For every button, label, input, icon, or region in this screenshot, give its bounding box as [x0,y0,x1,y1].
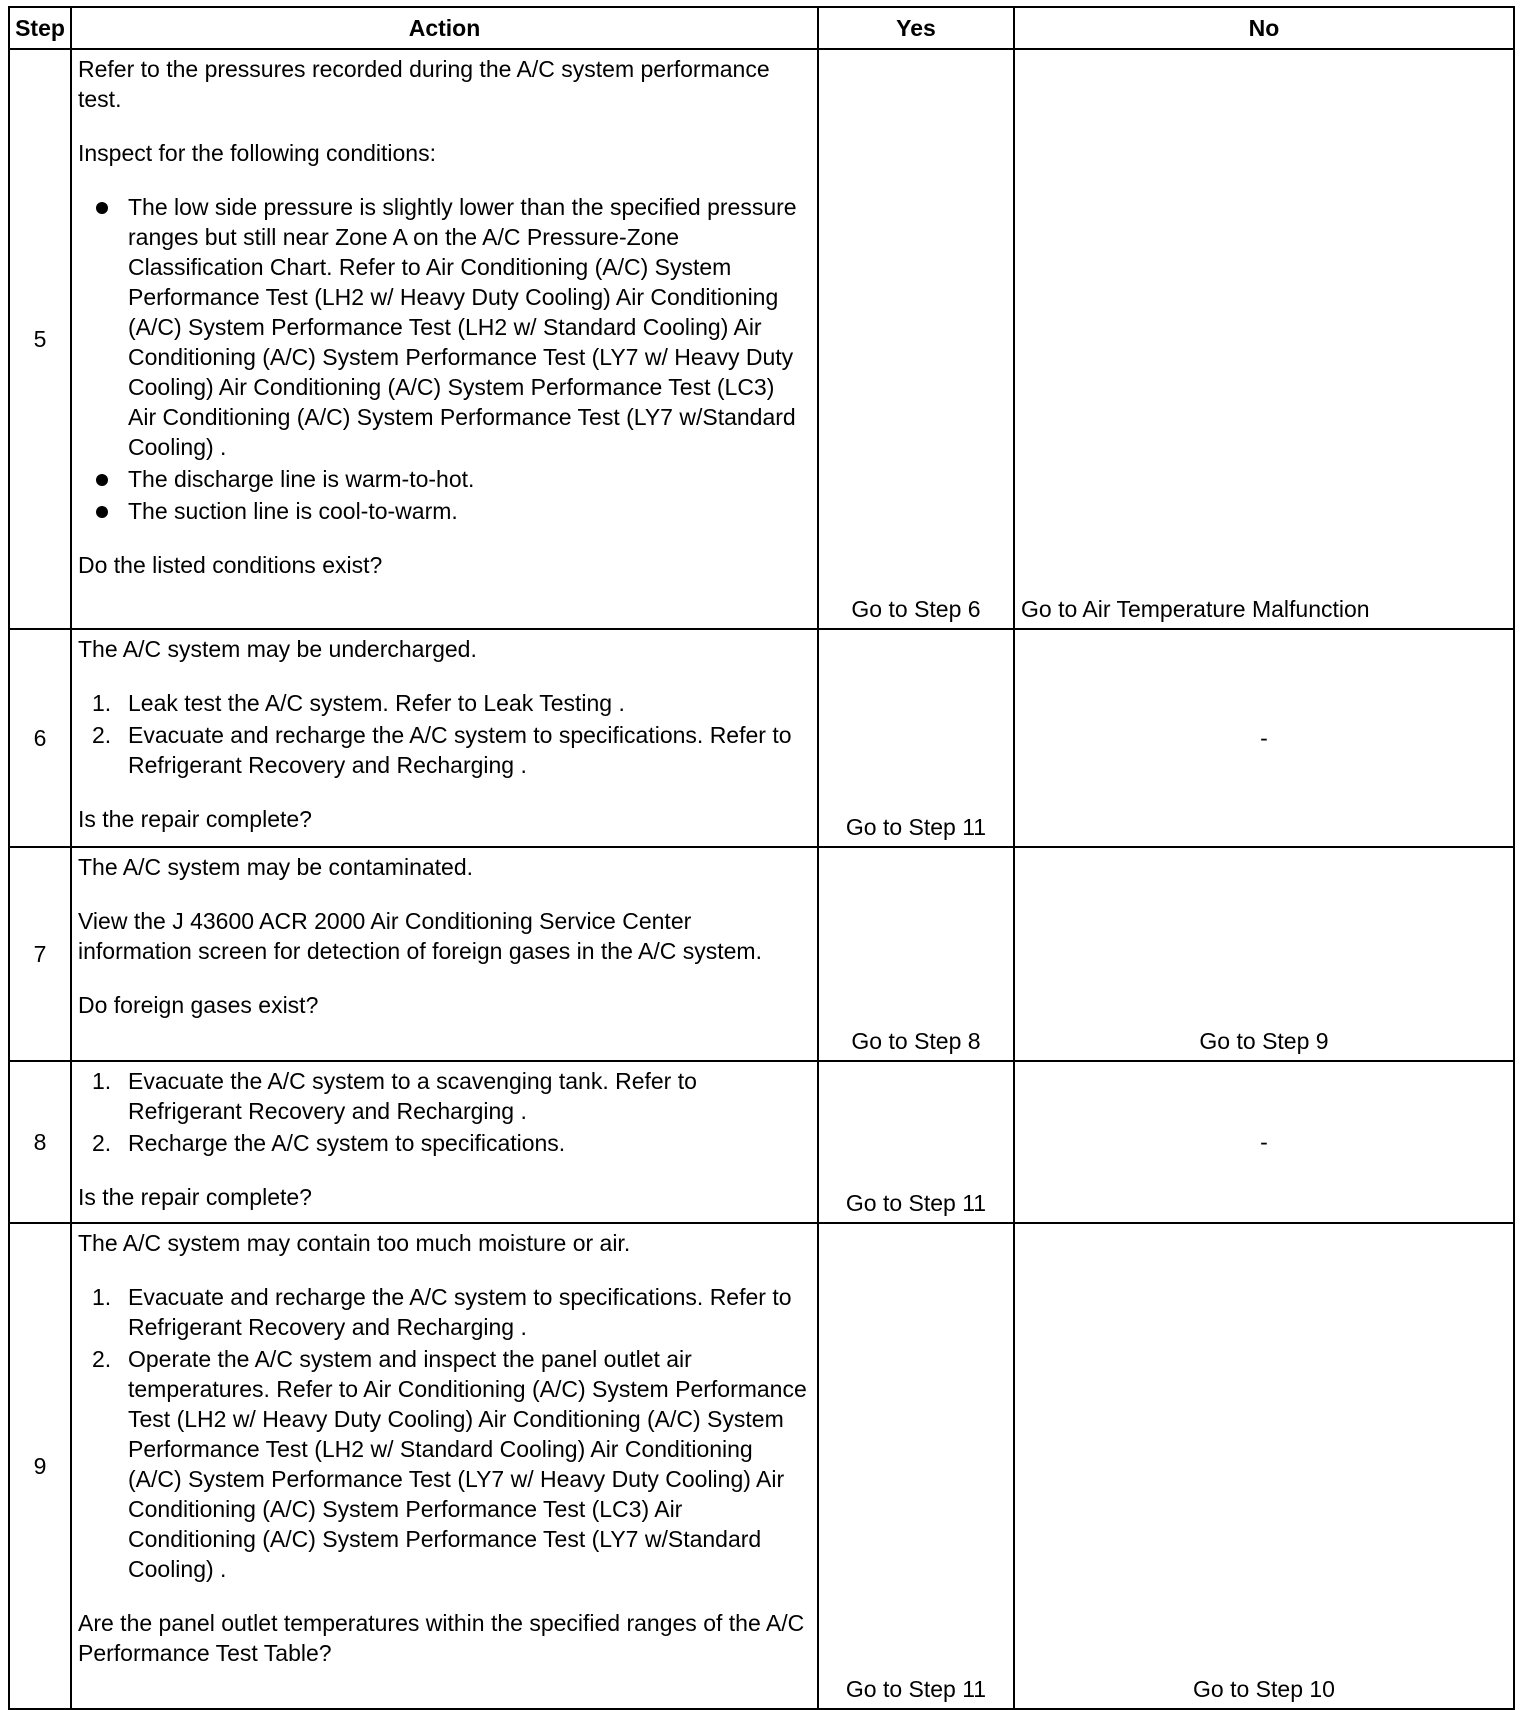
action-intro: The A/C system may be undercharged. [78,636,477,662]
step-number: 6 [9,629,71,847]
action-cell [71,1061,818,1223]
no-result: Go to Air Temperature Malfunction [1014,49,1514,629]
header-action: Action [71,7,818,49]
list-item: 2. Evacuate and recharge the A/C system to specifications. Refer to Refrigerant Recovery and Recharging . [92,722,792,778]
no-result: - [1014,1061,1514,1223]
action-intro-2: View the J 43600 ACR 2000 Air Conditioning Service Center information screen for detection of foreign gases in the A/C system. [78,908,762,964]
action-cell [71,847,818,1061]
list-item: The suction line is cool-to-warm. [78,496,807,526]
diagnostic-table-container [8,6,1513,1710]
action-intro: The A/C system may contain too much moisture or air. [78,1230,631,1256]
action-intro-2: Inspect for the following conditions: [78,140,436,166]
action-question: Is the repair complete? [78,1184,312,1210]
action-question: Is the repair complete? [78,806,312,832]
step-number: 8 [9,1061,71,1223]
condition-list [78,192,807,526]
header-no: No [1014,7,1514,49]
bullet-icon [96,506,108,518]
action-cell [71,629,818,847]
table-row [9,629,1514,847]
step-number: 7 [9,847,71,1061]
yes-result: Go to Step 11 [818,1061,1014,1223]
bullet-icon [96,202,108,214]
yes-result: Go to Step 6 [818,49,1014,629]
yes-result: Go to Step 11 [818,1223,1014,1709]
list-item: 1. Leak test the A/C system. Refer to Leak Testing . [92,690,625,716]
list-item: The low side pressure is slightly lower than the specified pressure ranges but still near Zone A on the A/C Pressure-Zone Classification Chart. Refer to Air Conditioning (A/C) System Performance Test (LH2 w/ Heavy Duty Cooling) Air Conditioning (A/C) System Performance Test (LH2 w/ Standard Cooling) Air Conditioning (A/C) System Performance Test (LY7 w/ Heavy Duty Cooling) Air Conditioning (A/C) System Performance Test (LC3) Air Conditioning (A/C) System Performance Test (LY7 w/Standard Cooling) . [78,192,807,462]
action-cell [71,1223,818,1709]
action-cell [71,49,818,629]
procedure-list [78,1282,807,1584]
list-item: 1. Evacuate and recharge the A/C system to specifications. Refer to Refrigerant Recovery and Recharging . [92,1284,792,1340]
bullet-icon [96,474,108,486]
list-item: 2. Operate the A/C system and inspect the panel outlet air temperatures. Refer to Air Conditioning (A/C) System Performance Test (LH2 w/ Heavy Duty Cooling) Air Conditioning (A/C) System Performance Test (LH2 w/ Standard Cooling) Air Conditioning (A/C) System Performance Test (LY7 w/ Heavy Duty Cooling) Air Conditioning (A/C) System Performance Test (LC3) Air Conditioning (A/C) System Performance Test (LY7 w/Standard Cooling) . [92,1346,807,1582]
procedure-list [78,1066,807,1158]
list-item: 2. Recharge the A/C system to specifications. [92,1130,566,1156]
header-yes: Yes [818,7,1014,49]
table-row [9,1223,1514,1709]
action-question: Do the listed conditions exist? [78,552,383,578]
action-intro: The A/C system may be contaminated. [78,854,474,880]
list-item: 1. Evacuate the A/C system to a scavenging tank. Refer to Refrigerant Recovery and Recharging . [92,1068,697,1124]
no-result: Go to Step 9 [1014,847,1514,1061]
action-intro: Refer to the pressures recorded during the A/C system performance test. [78,56,770,112]
yes-result: Go to Step 8 [818,847,1014,1061]
table-header-row [9,7,1514,49]
step-number: 5 [9,49,71,629]
action-question: Do foreign gases exist? [78,992,319,1018]
no-result: Go to Step 10 [1014,1223,1514,1709]
action-question: Are the panel outlet temperatures within the specified ranges of the A/C Performance Test Table? [78,1610,805,1666]
no-result: - [1014,629,1514,847]
diagnostic-table [8,6,1515,1710]
procedure-list [78,688,807,780]
step-number: 9 [9,1223,71,1709]
table-row [9,1061,1514,1223]
table-row [9,847,1514,1061]
table-row [9,49,1514,629]
list-item: The discharge line is warm-to-hot. [78,464,807,494]
header-step: Step [9,7,71,49]
yes-result: Go to Step 11 [818,629,1014,847]
